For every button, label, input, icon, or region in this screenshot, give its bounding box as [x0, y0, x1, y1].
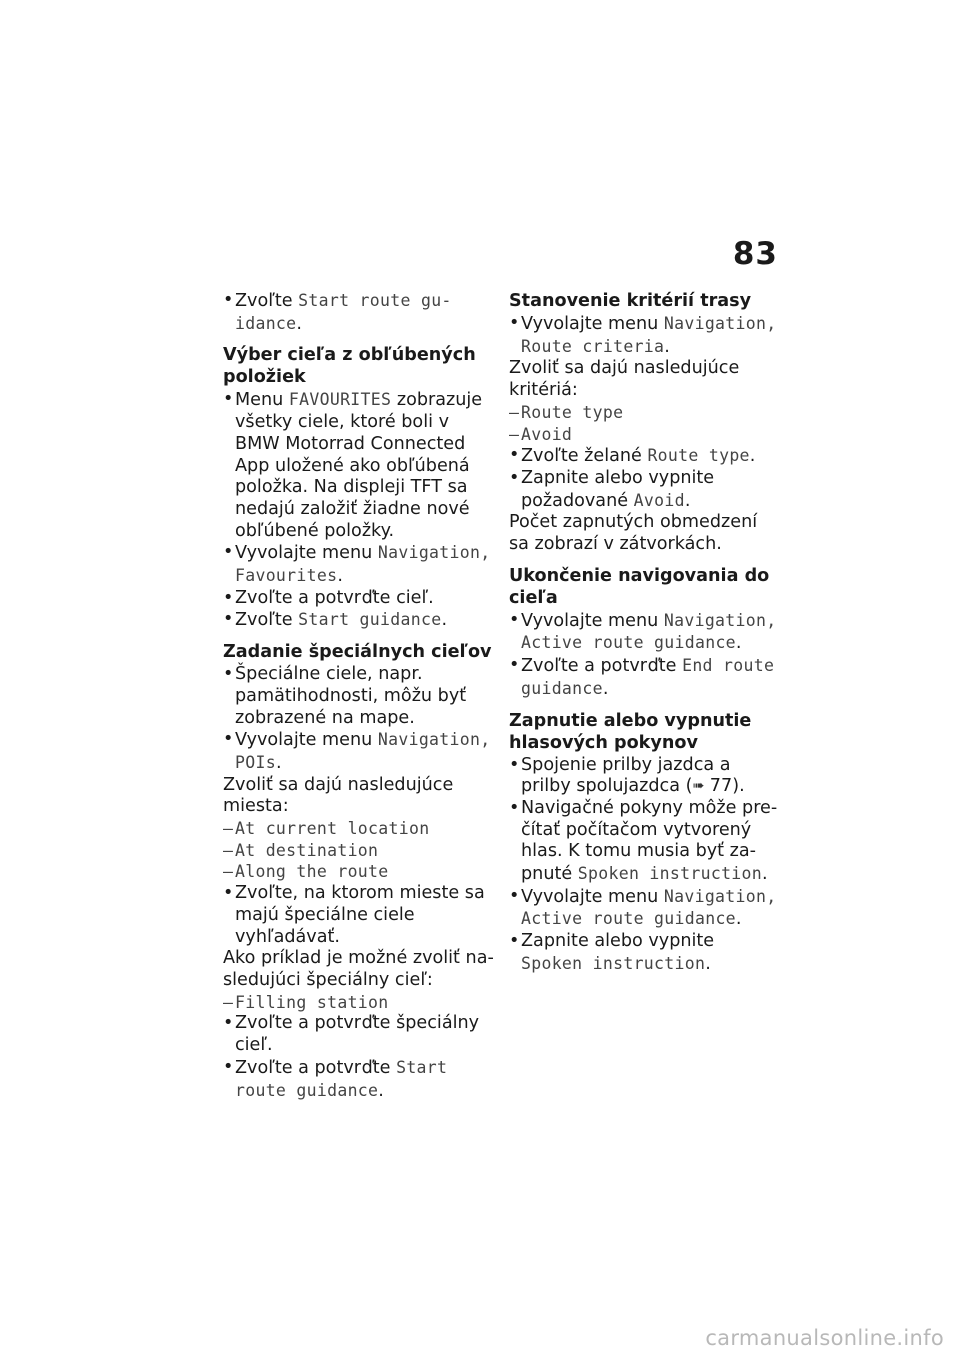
- dash-item: – Along the route: [223, 861, 495, 883]
- dash-item: – At current location: [223, 818, 495, 840]
- page-reference-arrow-icon: ➠: [692, 778, 705, 795]
- list-item: • Vyvolajte menu Navigation, POIs.: [223, 729, 495, 774]
- section-heading-voice-instructions: Zapnutie alebo vypnutie hlasových pokynov: [509, 710, 752, 753]
- dash-item: – Filling station: [223, 992, 495, 1014]
- list-item: • Vyvolajte menu Navigation, Favourites.: [223, 542, 495, 587]
- dash-item: – At destination: [223, 840, 495, 862]
- list-item: • Spojenie prilby jazdca a prilby spolujazdca (➠ 77).: [509, 755, 781, 798]
- list-item: • Zvoľte Start route gu- idance.: [223, 290, 495, 335]
- dash-item: – Route type: [509, 402, 781, 424]
- paragraph: Zvoliť sa dajú nasledujúce miesta:: [223, 774, 454, 817]
- list-item: • Navigačné pokyny môže prečítať počítačom vytvorený hlas. K tomu musia byť zapnuté Spoken instruction.: [509, 798, 781, 886]
- paragraph: Zvoliť sa dajú nasledujúce kritériá:: [509, 358, 740, 401]
- list-item: • Zvoľte a potvrďte špeciálny cieľ.: [223, 1013, 495, 1056]
- list-item: • Menu FAVOURITES zobrazuje všetky ciele, ktoré boli v BMW Motorrad Connected App uložené ako obľúbená položka. Na displeji TFT sa nedajú založiť žiadne nové obľúbené položky.: [223, 389, 495, 542]
- section-heading-favourites: Výber cieľa z obľúbených položiek: [223, 345, 476, 388]
- page-number: 83: [732, 236, 778, 272]
- list-item: • Zvoľte a potvrďte End route guidance.: [509, 655, 781, 700]
- section-heading-route-criteria: Stanovenie kritérií trasy: [509, 291, 752, 311]
- list-item: • Zapnite alebo vypnite Spoken instruction.: [509, 931, 781, 975]
- list-item: • Zvoľte Start guidance.: [223, 609, 495, 632]
- section-heading-special-destinations: Zadanie špeciálnych cieľov: [223, 642, 492, 663]
- paragraph: Ako príklad je možné zvoliť nasledujúci špeciálny cieľ:: [223, 948, 494, 990]
- watermark: carmanualsonline.info: [705, 1326, 944, 1350]
- list-item: • Zvoľte a potvrďte Start route guidance.: [223, 1057, 495, 1102]
- section-heading-end-navigation: Ukončenie navigovania do cieľa: [509, 565, 770, 608]
- right-column: [509, 290, 781, 976]
- list-item: • Zvoľte a potvrďte cieľ.: [223, 588, 495, 610]
- left-column: [223, 290, 495, 1102]
- dash-item: – Avoid: [509, 424, 781, 446]
- list-item: • Zvoľte želané Route type.: [509, 445, 781, 468]
- list-item: • Vyvolajte menu Navigation, Active route guidance.: [509, 886, 781, 931]
- list-item: • Špeciálne ciele, napr. pamätihodnosti, môžu byť zobrazené na mape.: [223, 664, 495, 729]
- list-item: • Zapnite alebo vypnite požadované Avoid.: [509, 468, 781, 512]
- paragraph: Počet zapnutých obmedzení sa zobrazí v zátvorkách.: [509, 512, 758, 555]
- list-item: • Vyvolajte menu Navigation, Route criteria.: [509, 313, 781, 358]
- list-item: • Zvoľte, na ktorom mieste sa majú špeciálne ciele vyhľadávať.: [223, 883, 495, 948]
- list-item: • Vyvolajte menu Navigation, Active route guidance.: [509, 610, 781, 655]
- page-reference[interactable]: 77: [704, 776, 733, 797]
